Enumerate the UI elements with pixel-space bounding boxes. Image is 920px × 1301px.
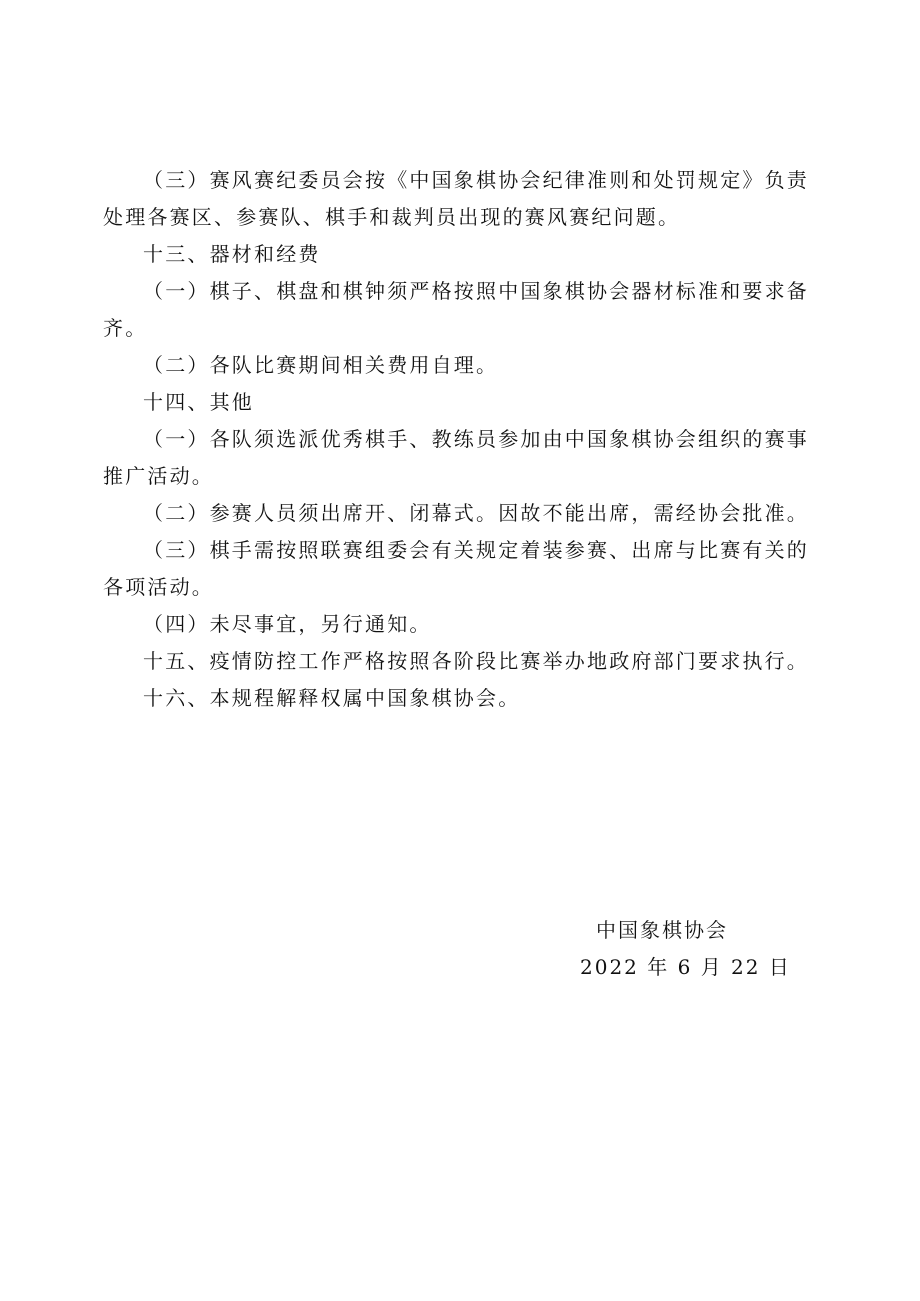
document-body [103, 162, 809, 717]
section-heading-epidemic-control: 十五、疫情防控工作严格按照各阶段比赛举办地政府部门要求执行。 [143, 649, 809, 673]
section-heading-other: 十四、其他 [143, 390, 254, 414]
paragraph-discipline-committee: （三）赛风赛纪委员会按《中国象棋协会纪律准则和处罚规定》负责处理各赛区、参赛队、棋手和裁判员出现的赛风赛纪问题。 [103, 168, 809, 229]
paragraph-ceremony-attendance: （二）参赛人员须出席开、闭幕式。因故不能出席，需经协会批准。 [143, 501, 809, 525]
signature-organization: 中国象棋协会 [596, 918, 728, 942]
paragraph-equipment-standards: （一）棋子、棋盘和棋钟须严格按照中国象棋协会器材标准和要求备齐。 [103, 279, 809, 340]
section-heading-equipment-funding: 十三、器材和经费 [143, 242, 321, 266]
paragraph-promotion-activities: （一）各队须选派优秀棋手、教练员参加由中国象棋协会组织的赛事推广活动。 [103, 427, 809, 488]
paragraph-team-expenses: （二）各队比赛期间相关费用自理。 [143, 353, 499, 377]
signature-block [540, 912, 800, 986]
paragraph-dress-code: （三）棋手需按照联赛组委会有关规定着装参赛、出席与比赛有关的各项活动。 [103, 538, 809, 599]
section-heading-interpretation-rights: 十六、本规程解释权属中国象棋协会。 [143, 686, 521, 710]
signature-date: 2022 年 6 月 22 日 [580, 955, 791, 979]
paragraph-further-notice: （四）未尽事宜，另行通知。 [143, 612, 432, 636]
